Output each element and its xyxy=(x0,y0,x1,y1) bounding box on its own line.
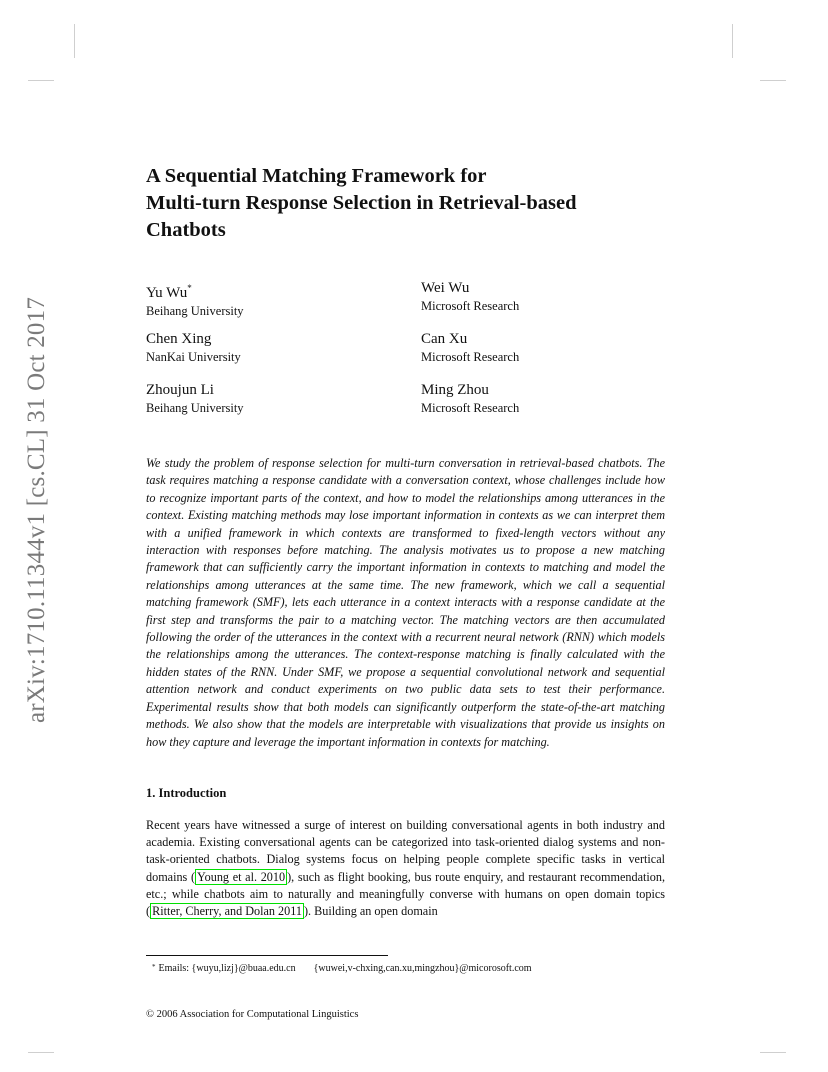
title-line-1: A Sequential Matching Framework for xyxy=(146,165,487,187)
author-block xyxy=(146,381,244,416)
author-footnote-mark: * xyxy=(187,283,192,293)
intro-paragraph: Recent years have witnessed a surge of interest on building conversational agents in both industry and academia. Existing conversational agents can be categorized into task-oriented dialog systems and non-task-oriented chatbots. Dialog systems focus on helping people complete specific tasks in vertical domains ( Young et al. 2010 ), such as flight booking, bus route enquiry, and restaurant recommendation, etc.; while chatbots aim to naturally and meaningfully converse with humans on open domain topics ( Ritter, Cherry, and Dolan 2011 ). Building an open domain xyxy=(146,818,665,919)
author-affiliation: Microsoft Research xyxy=(421,401,520,415)
author-name: Wei Wu xyxy=(421,280,470,296)
author-affiliation: NanKai University xyxy=(146,350,241,364)
author-affiliation: Microsoft Research xyxy=(421,299,520,313)
author-affiliation: Beihang University xyxy=(146,401,244,415)
author-name: Yu Wu* xyxy=(146,283,192,301)
author-block xyxy=(146,279,244,319)
author-block xyxy=(421,330,519,365)
author-name: Zhoujun Li xyxy=(146,382,214,398)
author-name: Ming Zhou xyxy=(421,382,489,398)
abstract: We study the problem of response selection for multi-turn conversation in retrieval-based chatbots. The task requires matching a response candidate with a conversation context, whose challenges include how to recognize important parts of the context, and how to model the relationships among utterances in the context. Existing matching methods may lose important information in contexts as we can interpret them with a unified framework in which contexts are transformed to fixed-length vectors without any interaction with responses before matching. The analysis motivates us to propose a new matching framework that can sufficiently carry the important information in contexts to matching and model the relationships among utterances at the same time. The new framework, which we call a sequential matching framework (SMF), lets each utterance in a context interacts with a response candidate at the first step and transforms the pair to a matching vector. The matching vectors are then accumulated following the order of the utterances in the context with a recurrent neural network (RNN) which models the relationships among the utterances. The context-response matching is finally calculated with the hidden states of the RNN. Under SMF, we propose a sequential convolutional network and sequential attention network and conduct experiments on two public data sets to test their performance. Experimental results show that both models can significantly outperform the state-of-the-art matching methods. We also show that the models are interpretable with visualizations that provide us insights on how they capture and leverage the important information in contexts for matching. xyxy=(146,456,665,749)
author-block xyxy=(146,330,241,365)
footnote-rule xyxy=(146,955,388,956)
footnote-emails-a: Emails: {wuyu,lizj}@buaa.edu.cn xyxy=(158,963,296,974)
crop-mark-top-left xyxy=(74,24,75,58)
crop-mark-right-upper xyxy=(760,80,786,81)
author-affiliation: Beihang University xyxy=(146,304,244,318)
title-line-2: Multi-turn Response Selection in Retrieval-based xyxy=(146,192,577,214)
section-title: Introduction xyxy=(158,786,227,800)
crop-mark-left-lower xyxy=(28,1052,54,1053)
footnote xyxy=(146,961,532,975)
crop-mark-right-lower xyxy=(760,1052,786,1053)
author-name: Chen Xing xyxy=(146,331,212,347)
author-name: Can Xu xyxy=(421,331,468,347)
arxiv-stamp-text: arXiv:1710.11344v1 [cs.CL] 31 Oct 2017 xyxy=(23,296,50,724)
arxiv-stamp xyxy=(18,290,56,730)
crop-mark-top-right xyxy=(732,24,733,58)
footnote-mark: * xyxy=(152,963,156,971)
section-number: 1. xyxy=(146,786,156,800)
author-block xyxy=(421,381,519,416)
citation-link[interactable]: Ritter, Cherry, and Dolan 2011 xyxy=(152,904,302,919)
author-block xyxy=(421,279,519,314)
section-heading xyxy=(146,786,226,801)
author-affiliation: Microsoft Research xyxy=(421,350,520,364)
footnote-emails-b: {wuwei,v-chxing,can.xu,mingzhou}@micorosoft.com xyxy=(313,963,532,974)
title-line-3: Chatbots xyxy=(146,219,226,241)
citation-link[interactable]: Young et al. 2010 xyxy=(197,869,286,884)
copyright-notice: © 2006 Association for Computational Linguistics xyxy=(146,1009,359,1020)
crop-mark-left-upper xyxy=(28,80,54,81)
paper-title xyxy=(146,163,666,244)
